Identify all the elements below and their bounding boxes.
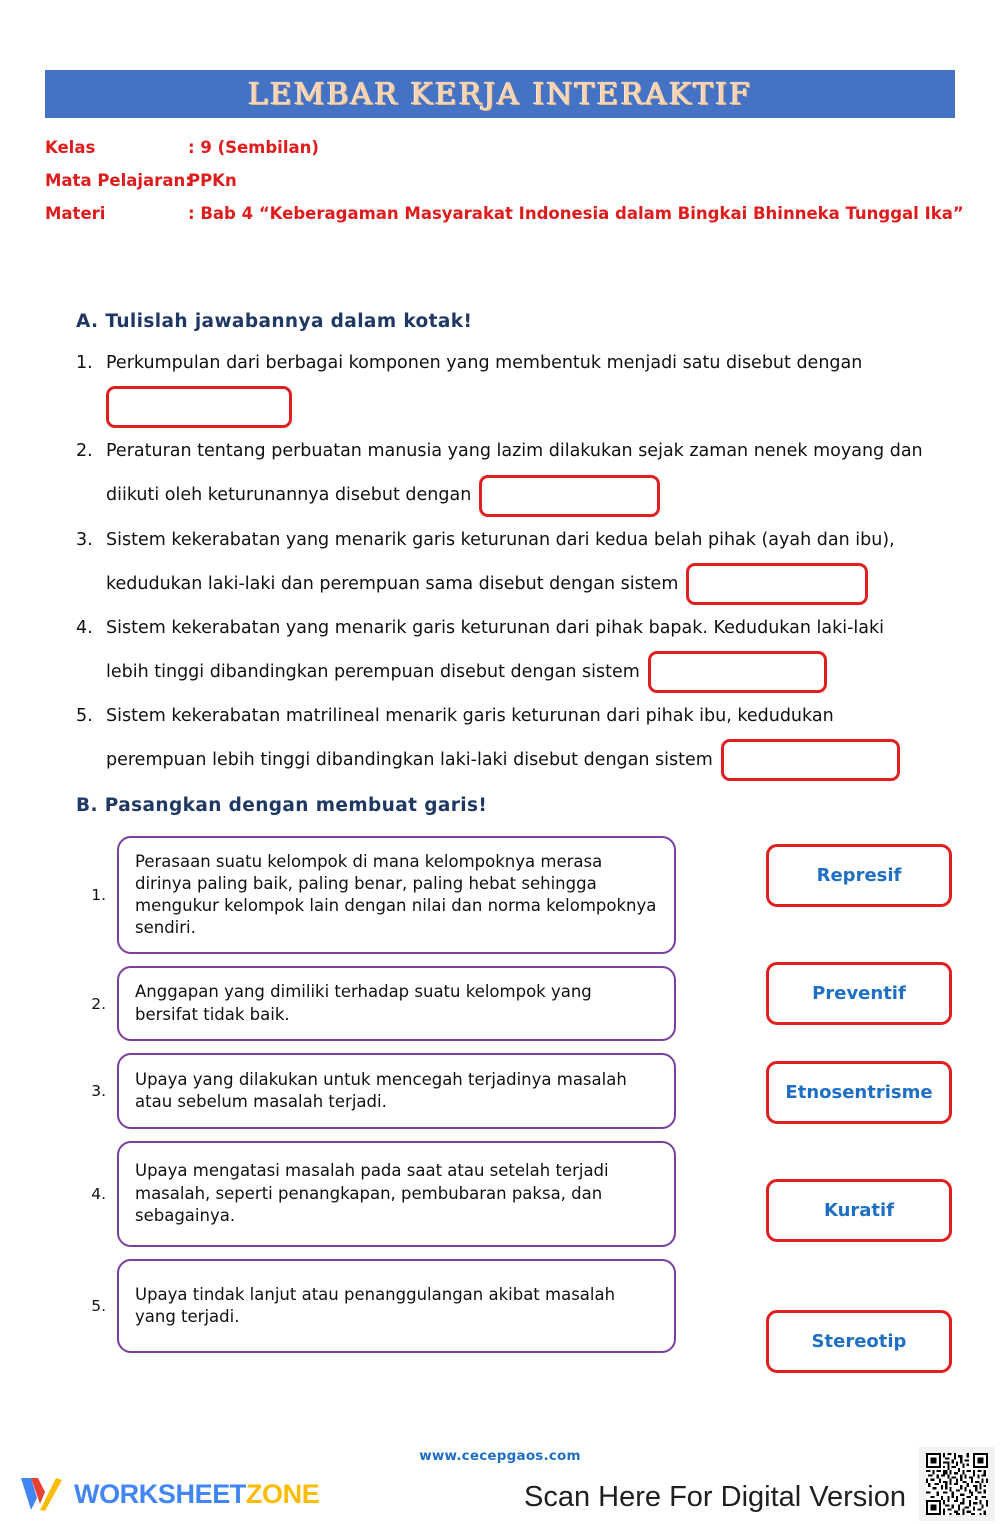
- meta-label-materi: Materi: [45, 204, 106, 223]
- prompt-number: 4.: [91, 1184, 106, 1203]
- matching-prompt-row: [76, 966, 676, 1040]
- answer-blank-4[interactable]: [648, 651, 827, 693]
- question-text: Perkumpulan dari berbagai komponen yang membentuk menjadi satu disebut dengan: [106, 353, 863, 373]
- prompt-text: Anggapan yang dimiliki terhadap suatu kelompok yang bersifat tidak baik.: [135, 982, 592, 1024]
- worksheet-zone-logo: [18, 1474, 319, 1514]
- qr-code-icon[interactable]: [919, 1447, 995, 1521]
- question-item: [76, 438, 941, 516]
- matching-prompt-row: [76, 836, 676, 954]
- question-text-cont: lebih tinggi dibandingkan perempuan disebut dengan sistem: [106, 661, 640, 682]
- prompt-text: Upaya yang dilakukan untuk mencegah terjadinya masalah atau sebelum masalah terjadi.: [135, 1069, 627, 1111]
- prompt-text: Upaya mengatasi masalah pada saat atau setelah terjadi masalah, seperti penangkapan, pembubaran paksa, dan sebagainya.: [135, 1161, 609, 1225]
- site-url[interactable]: www.cecepgaos.com: [419, 1448, 581, 1464]
- prompt-number: 5.: [91, 1296, 106, 1315]
- question-number: 5.: [76, 706, 93, 726]
- question-item: [76, 350, 941, 428]
- meta-label-kelas: Kelas: [45, 138, 96, 157]
- meta-value-materi: : Bab 4 “Keberagaman Masyarakat Indonesia dalam Bingkai Bhinneka Tunggal Ika”: [188, 204, 964, 223]
- prompt-number: 1.: [91, 886, 106, 905]
- answer-card-etnosentrisme[interactable]: Etnosentrisme: [766, 1061, 952, 1124]
- meta-value-mata-pelajaran: PPKn: [188, 171, 237, 190]
- answer-card-preventif[interactable]: Preventif: [766, 962, 952, 1025]
- prompt-box-5[interactable]: [117, 1259, 676, 1353]
- matching-prompt-row: [76, 1259, 676, 1353]
- question-number: 2.: [76, 441, 93, 462]
- meta-row-kelas: [45, 138, 955, 157]
- worksheet-zone-wordmark: [74, 1479, 319, 1510]
- answer-card-represif[interactable]: Represif: [766, 844, 952, 907]
- page-title: LEMBAR KERJA INTERAKTIF: [248, 76, 752, 112]
- answer-blank-2[interactable]: [479, 475, 660, 517]
- question-text: Sistem kekerabatan matrilineal menarik garis keturunan dari pihak ibu, kedudukan: [106, 706, 834, 726]
- section-a-heading: A. Tulislah jawabannya dalam kotak!: [76, 311, 473, 332]
- prompt-text: Perasaan suatu kelompok di mana kelompoknya merasa dirinya paling baik, paling benar, paling hebat sehingga mengukur kelompok lain dengan nilai dan norma kelompoknya sendiri.: [135, 852, 657, 938]
- question-text: Sistem kekerabatan yang menarik garis keturunan dari pihak bapak. Kedudukan laki-laki: [106, 617, 884, 638]
- prompt-text: Upaya tindak lanjut atau penanggulangan akibat masalah yang terjadi.: [135, 1284, 616, 1326]
- header-banner: [45, 70, 955, 118]
- prompt-number: 2.: [91, 994, 106, 1013]
- question-number: 4.: [76, 617, 93, 638]
- prompt-box-2[interactable]: [117, 966, 676, 1040]
- question-text-cont: kedudukan laki-laki dan perempuan sama disebut dengan sistem: [106, 573, 679, 594]
- question-item: [76, 527, 941, 605]
- scan-instruction: Scan Here For Digital Version: [524, 1481, 906, 1513]
- answer-card-stereotip[interactable]: Stereotip: [766, 1310, 952, 1373]
- meta-row-mata-pelajaran: [45, 171, 955, 190]
- question-item: [76, 615, 941, 693]
- matching-prompt-row: [76, 1053, 676, 1129]
- section-a-questions: [76, 350, 941, 791]
- matching-prompt-row: [76, 1141, 676, 1247]
- meta-value-kelas: : 9 (Sembilan): [188, 138, 319, 157]
- prompt-box-1[interactable]: [117, 836, 676, 954]
- prompt-number: 3.: [91, 1081, 106, 1100]
- question-number: 1.: [76, 353, 93, 373]
- brand-word-zone: ZONE: [245, 1478, 320, 1509]
- answer-blank-1[interactable]: [106, 386, 292, 428]
- answer-blank-5[interactable]: [721, 739, 900, 781]
- worksheet-meta: [45, 138, 964, 237]
- question-item: [76, 703, 941, 781]
- question-text: Peraturan tentang perbuatan manusia yang lazim dilakukan sejak zaman nenek moyang dan: [106, 441, 923, 462]
- answer-blank-3[interactable]: [686, 563, 868, 605]
- prompt-box-4[interactable]: [117, 1141, 676, 1247]
- matching-prompts-column: [76, 836, 676, 1365]
- brand-word-worksheet: WORKSHEET: [74, 1478, 246, 1509]
- worksheet-zone-w-icon: [18, 1474, 64, 1514]
- meta-label-mata-pelajaran: Mata Pelajaran:: [45, 171, 192, 190]
- question-text: Sistem kekerabatan yang menarik garis keturunan dari kedua belah pihak (ayah dan ibu),: [106, 529, 895, 550]
- question-text-cont: diikuti oleh keturunannya disebut dengan: [106, 485, 472, 506]
- answer-card-kuratif[interactable]: Kuratif: [766, 1179, 952, 1242]
- question-text-cont: perempuan lebih tinggi dibandingkan laki-laki disebut dengan sistem: [106, 750, 713, 771]
- question-number: 3.: [76, 529, 93, 550]
- section-b-heading: B. Pasangkan dengan membuat garis!: [76, 795, 488, 816]
- matching-answers-column: [766, 844, 952, 1373]
- prompt-box-3[interactable]: [117, 1053, 676, 1129]
- meta-row-materi: [45, 204, 964, 223]
